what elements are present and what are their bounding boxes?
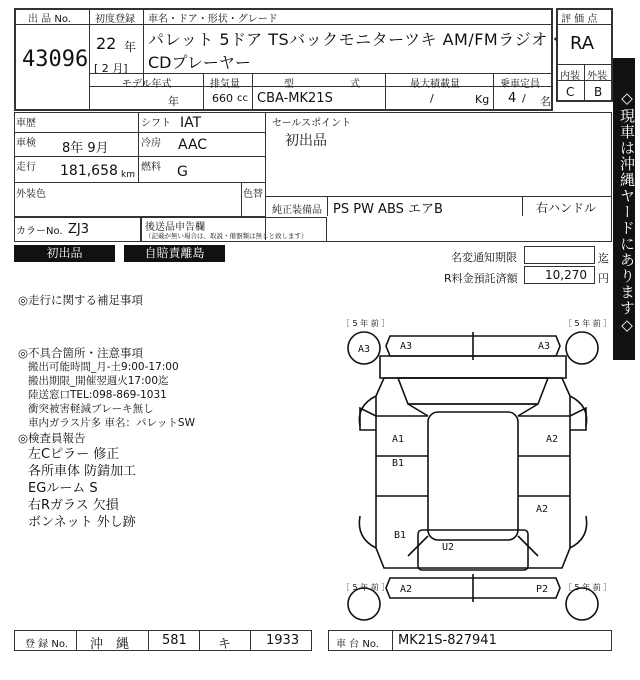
model-year-label: モデル年式 [122,79,172,90]
inspector-line: ボンネット 外し跡 [28,515,136,530]
model-year-unit: 年 [168,95,179,108]
mileage-unit: km [121,170,135,180]
defect-line: 衝突被害軽減ブレーキ無し [28,403,154,415]
color-code-value: ZJ3 [68,222,90,237]
divider [138,112,139,182]
displacement-unit: cc [237,93,248,104]
divider [148,630,149,651]
max-load-label: 最大積載量 [410,79,460,90]
divider [15,156,265,157]
registration-number: 1933 [266,633,300,648]
fuel-label: 燃料 [141,162,161,173]
max-load-unit: Kg [475,93,490,106]
divider [385,73,386,110]
vehicle-name-line1: パレット 5ドア TSバックモニターツキ AM/FMラジオ・ [148,30,565,49]
location-banner: ◇現車は沖縄ヤードにあります◇ [613,58,635,360]
mileage-value: 181,658 [60,163,118,179]
capacity-value: 4 [508,91,517,106]
registration-region: 沖 縄 [90,637,130,652]
first-reg-label: 初度登録 [95,14,135,25]
color-change-label: 色替 [243,189,263,200]
name-change-box [524,246,595,264]
first-reg-year: 22 [96,34,117,53]
mark-bumper-front-right: A3 [538,341,551,352]
inspector-line: 左Cピラー 修正 [28,447,120,462]
lot-label: 出 品 No. [28,14,71,25]
mark-front-left-door: A1 [392,434,405,445]
inspector-line: 右Rガラス 欠損 [28,498,119,513]
capacity-label: 乗車定員 [500,79,540,90]
vehicle-name-line2: CDプレーヤー [148,53,251,72]
inspector-report [28,446,136,531]
divider [241,182,242,216]
mark-tailgate: U2 [442,542,455,553]
self-responsibility-badge: 自賠責離島 [124,245,225,262]
displacement-label: 排気量 [210,79,240,90]
inspection-label: 車検 [16,138,36,149]
defect-line: 搬出可能時間_月-土9:00-17:00 [28,361,179,373]
ac-label: 冷房 [141,138,161,149]
registration-kana: キ [218,637,232,652]
divider [15,182,265,183]
equipment-label: 純正装備品 [272,205,322,216]
divider [252,73,253,110]
max-load-value: / [430,92,434,105]
grade-label: 評 価 点 [561,14,598,25]
first-listing-badge: 初出品 [14,245,115,262]
name-change-label: 名変通知期限 [451,251,517,264]
chassis-label: 車 台 No. [336,639,379,650]
type-value: CBA-MK21S [257,91,333,106]
notes-section [18,293,143,307]
registration-class: 581 [162,633,187,648]
inspector-line: EGルーム S [28,481,98,496]
interior-value: C [566,85,575,99]
equipment-value: PS PW ABS エアB [333,202,443,217]
lot-number: 43096 [22,47,89,72]
grade-value: RA [570,33,595,54]
divider [250,630,251,651]
mark-tire-front-left: A3 [358,344,371,355]
tire-rear-left [348,588,380,620]
remarks-sub: （記載が無い場合は、取説・備器類は無しと致します） [145,232,308,240]
defect-section [18,346,195,445]
inspector-title: ◎検査員報告 [18,431,86,445]
exterior-value: B [594,85,603,99]
sales-point-label: セールスポイント [272,118,352,129]
divider [15,132,265,133]
interior-label: 内装 [560,71,580,82]
corner-label: ［ 5 年 前 ］ [342,583,390,592]
ac-value: AAC [178,137,208,153]
mark-rear-right-door: A2 [536,504,549,515]
capacity-unit: 名 [540,95,551,108]
mark-rear-bumper-left: A2 [400,584,413,595]
tailgate [418,530,528,570]
capacity-sep: / [522,92,526,105]
defect-title: ◎不具合箇所・注意事項 [18,346,144,360]
year-unit: 年 [124,40,137,54]
recycle-unit: 円 [598,272,609,285]
mark-rear-left-door: B1 [392,458,405,469]
mark-rear-bumper-right: P2 [536,584,549,595]
fuel-value: G [177,164,188,180]
exterior-label: 外装 [587,71,607,82]
tire-rear-right [566,588,598,620]
vehicle-label: 車名・ドア・形状・グレード [148,14,278,25]
remarks-label: 後送品申告欄 [145,222,205,233]
supplement-title: ◎走行に関する補足事項 [18,293,144,307]
roof [428,412,518,540]
defect-line: 搬出期限_開催翌週火17:00迄 [28,375,169,387]
mark-rear-left-quarter: B1 [394,530,407,541]
divider [76,630,77,651]
corner-label: ［ 5 年 前 ］ [342,319,390,328]
type-label: 型 [284,79,294,90]
divider [392,630,393,651]
history-label: 車歴 [16,118,36,129]
mark-bumper-front-left: A3 [400,341,413,352]
defect-line: 車内ガラス片多 車名：パレットSW [28,417,195,429]
chassis-value: MK21S-827941 [398,633,497,648]
divider [89,73,552,74]
mileage-label: 走行 [16,162,36,173]
inspector-line: 各所車体 防錆加工 [28,464,137,479]
shift-label: シフト [141,118,171,129]
hood [398,378,548,404]
corner-label: ［ 5 年 前 ］ [564,583,612,592]
mark-front-right-door: A2 [546,434,559,445]
divider [522,196,523,216]
color-code-label: カラーNo. [16,226,63,237]
first-reg-month: [ 2 月] [94,62,128,75]
ext-color-label: 外装色 [16,189,46,200]
divider [584,64,585,101]
divider [265,196,612,197]
registration-label: 登 録 No. [25,639,68,650]
recycle-value: 10,270 [545,268,587,282]
tire-front-right [566,332,598,364]
divider [203,73,204,110]
inspection-value: 8年 9月 [62,141,109,156]
type-label-2: 式 [350,79,360,90]
recycle-label: R料金預託済額 [444,272,518,285]
divider [327,196,328,216]
displacement-value: 660 [212,92,233,105]
divider [199,630,200,651]
corner-label: ［ 5 年 前 ］ [564,319,612,328]
name-change-unit: 迄 [598,252,609,265]
shift-value: IAT [180,115,202,131]
sales-point-value: 初出品 [285,133,327,149]
divider [493,73,494,110]
car-damage-diagram [334,316,612,626]
steering-value: 右ハンドル [536,201,597,215]
defect-line: 陸送窓口TEL:098-869-1031 [28,389,167,401]
